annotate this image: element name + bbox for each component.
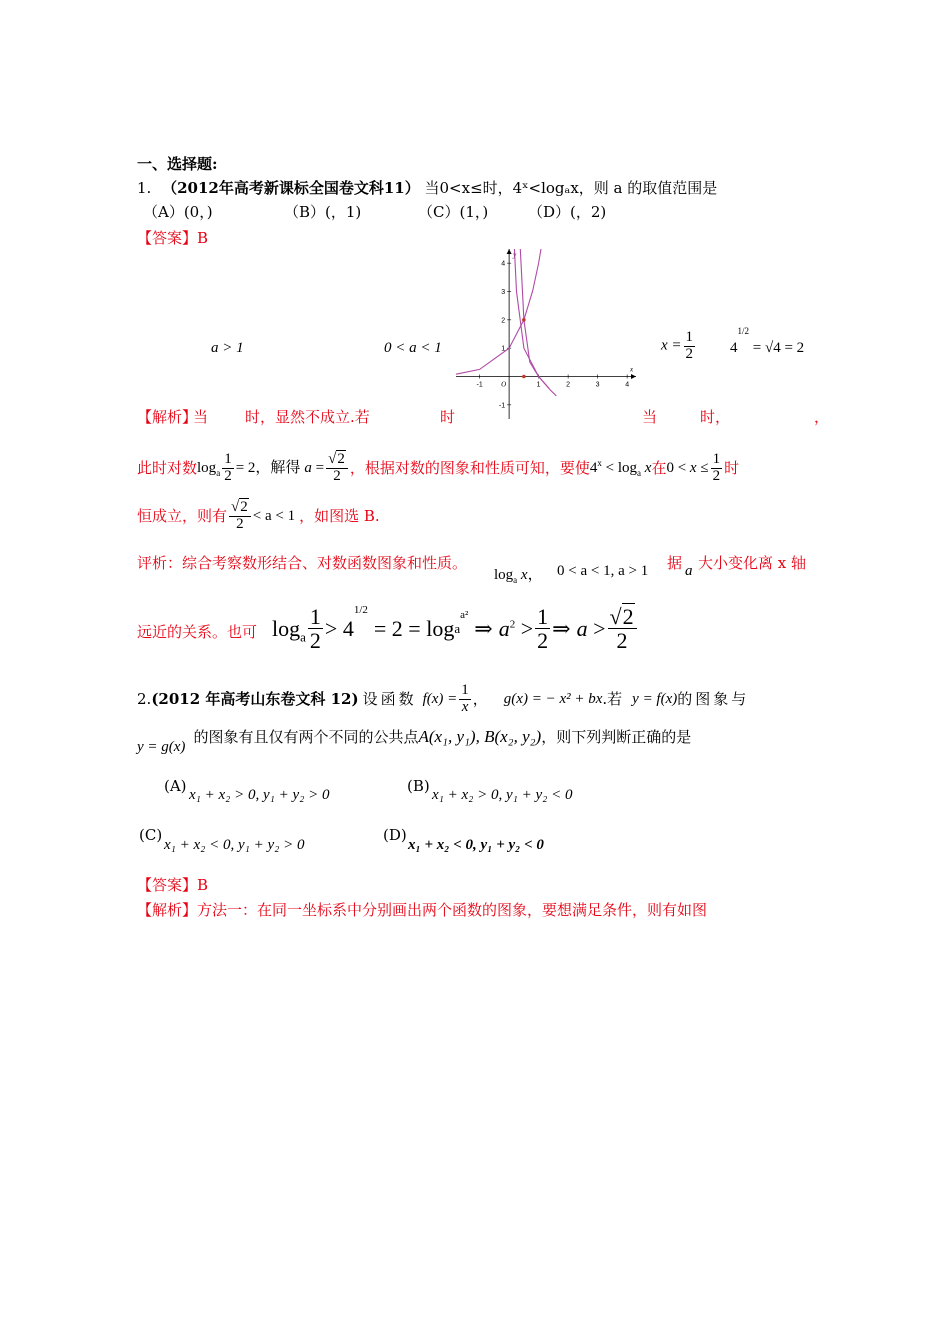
x-tick-label: 4 [625,381,630,389]
math-x-eq-half: x = $\frac{1}{2}$ [661,329,694,362]
q1-source: （2012年高考新课标全国卷文科11） [162,179,420,197]
q1-stem: 当0<x≤时，4ˣ<logₐx，则 a 的取值范围是 [424,179,718,197]
q1-analysis-line3: 恒成立，则有 $\frac{√2}{2}$ < a < 1 ，如图选 B. [137,499,380,532]
math-4x-lt-log: $4^x < \log_a x$ [589,458,652,479]
q1-comment-l2a: 远近的关系。也可 [137,623,258,641]
y-axis-label: y [513,251,517,259]
q2-option-a-label: (A) [164,777,187,795]
math-a-gt-1: a > 1 [211,340,244,356]
q2-option-d-label: (D) [383,826,407,844]
y-tick-label: 2 [501,317,506,325]
math-fx: f(x) = [422,691,458,708]
q2-stem-line2: y = g(x) 的图象有且仅有两个不同的公共点 A(x₁, y₁), B(x₂, y₂) ，则下列判断正确的是 [137,727,692,755]
x-tick-label: 2 [566,381,571,389]
q2-option-b-label: (B) [407,777,430,795]
q1-analysis-label: 【解析】 [137,408,198,426]
y-tick-label: -1 [498,402,506,410]
q1-comment-d: 大小变化离 x 轴 [698,554,806,572]
math-4-pow-half: $4^{1/2} = √4 = 2$ [730,326,805,356]
math-y-gx: y = g(x) [137,739,186,755]
curve-2 [520,249,556,396]
math-0-lt-a-lt-1: 0 < a < 1 [384,340,442,356]
y-tick-label: 3 [501,289,506,296]
x-axis-label: x [630,365,634,374]
origin-label: O [501,380,507,389]
q1-analysis-l1f: ， [814,408,830,426]
curve-3 [514,249,549,388]
math-comment-inequality: $\log_a$ $\frac{1}{2}$ > $4^{1/2}$ = 2 = log a $^{a^2}$ ⇒ $a^2$ > $\frac{1}{2}$ ⇒ a > $\frac{√2}{2}$ [272,605,639,652]
x-axis-arrow [631,374,636,379]
q1-analysis-l1c: 时 [440,408,456,426]
q1-analysis-l1a: 当 [193,408,209,426]
q1-option-d: （D）(，2) [528,203,607,221]
q2-option-d: x₁ + x₂ < 0, y₁ + y₂ < 0 [408,837,544,853]
q2-option-c-label: (C) [139,826,163,844]
q2-option-b: x₁ + x₂ > 0, y₁ + y₂ < 0 [432,787,573,803]
q1-analysis-line2: 此时对数 $\log_a$ $\frac{1}{2}$ = 2，解得 a = $\frac{√2}{2}$ ，根据对数的图象和性质可知，要使 $4^x < \log_a x$ 在 0 < x ≤ $\frac{1}{2}$ 时 [137,451,740,484]
q1-comment-c: 据 [667,554,683,572]
q1-answer-label: 【答案】 [137,229,198,247]
q1-answer-value: B [197,229,209,247]
q2-option-c: x₁ + x₂ < 0, y₁ + y₂ > 0 [164,837,305,853]
q1-number: 1. [137,179,152,197]
marked-point-2 [522,375,526,379]
q1-comment-a: 评析：综合考察数形结合、对数函数图象和性质。 [137,554,468,572]
math-log-a-x: $\log_a x$， [494,567,543,585]
x-tick-label: 1 [536,381,541,389]
math-comment-b: 0 < a < 1, a > 1 [557,563,649,579]
math-x-range: 0 < x ≤ [666,460,709,477]
y-axis-arrow [507,249,512,254]
y-tick-label: 4 [501,260,506,268]
math-y-fx: y = f(x) [632,691,678,708]
q2-answer: 【答案】B [137,876,209,894]
x-tick-label: -1 [476,381,483,389]
q1-analysis-l1b: 时，显然不成立.若 [245,408,370,426]
q1-option-b: （B）(，1) [284,203,362,221]
x-tick-label: 3 [595,381,600,389]
q2-source: (2012 年高考山东卷文科 12) [151,690,359,709]
q1-option-c: （C）(1，) [418,203,489,221]
q2-stem-line1: 2. (2012 年高考山东卷文科 12) 设函数 f(x) = $\frac{1}{x}$ ， g(x) = − x² + bx .若 y = f(x) 的图象与 [137,682,750,715]
math-gx: g(x) = − x² + bx [503,691,603,708]
q1-analysis-l1d: 当 [642,408,658,426]
section-title: 一、选择题: [137,155,218,173]
math-log-half: $\log_a$ [197,460,221,479]
q1-function-graph [452,243,642,425]
q1-answer [137,228,208,248]
math-a: a [685,563,693,579]
math-points: A(x₁, y₁), B(x₂, y₂) [418,727,542,746]
q1-stem-line [137,178,717,198]
marked-point-1 [522,318,526,322]
q2-option-a: x₁ + x₂ > 0, y₁ + y₂ > 0 [189,787,330,803]
q1-analysis-l1e: 时， [700,408,731,426]
q1-option-a: （A）(0，) [143,203,213,221]
y-tick-label: 1 [501,345,506,353]
q2-analysis: 【解析】方法一：在同一坐标系中分别画出两个函数的图象，要想满足条件，则有如图 [137,901,708,919]
